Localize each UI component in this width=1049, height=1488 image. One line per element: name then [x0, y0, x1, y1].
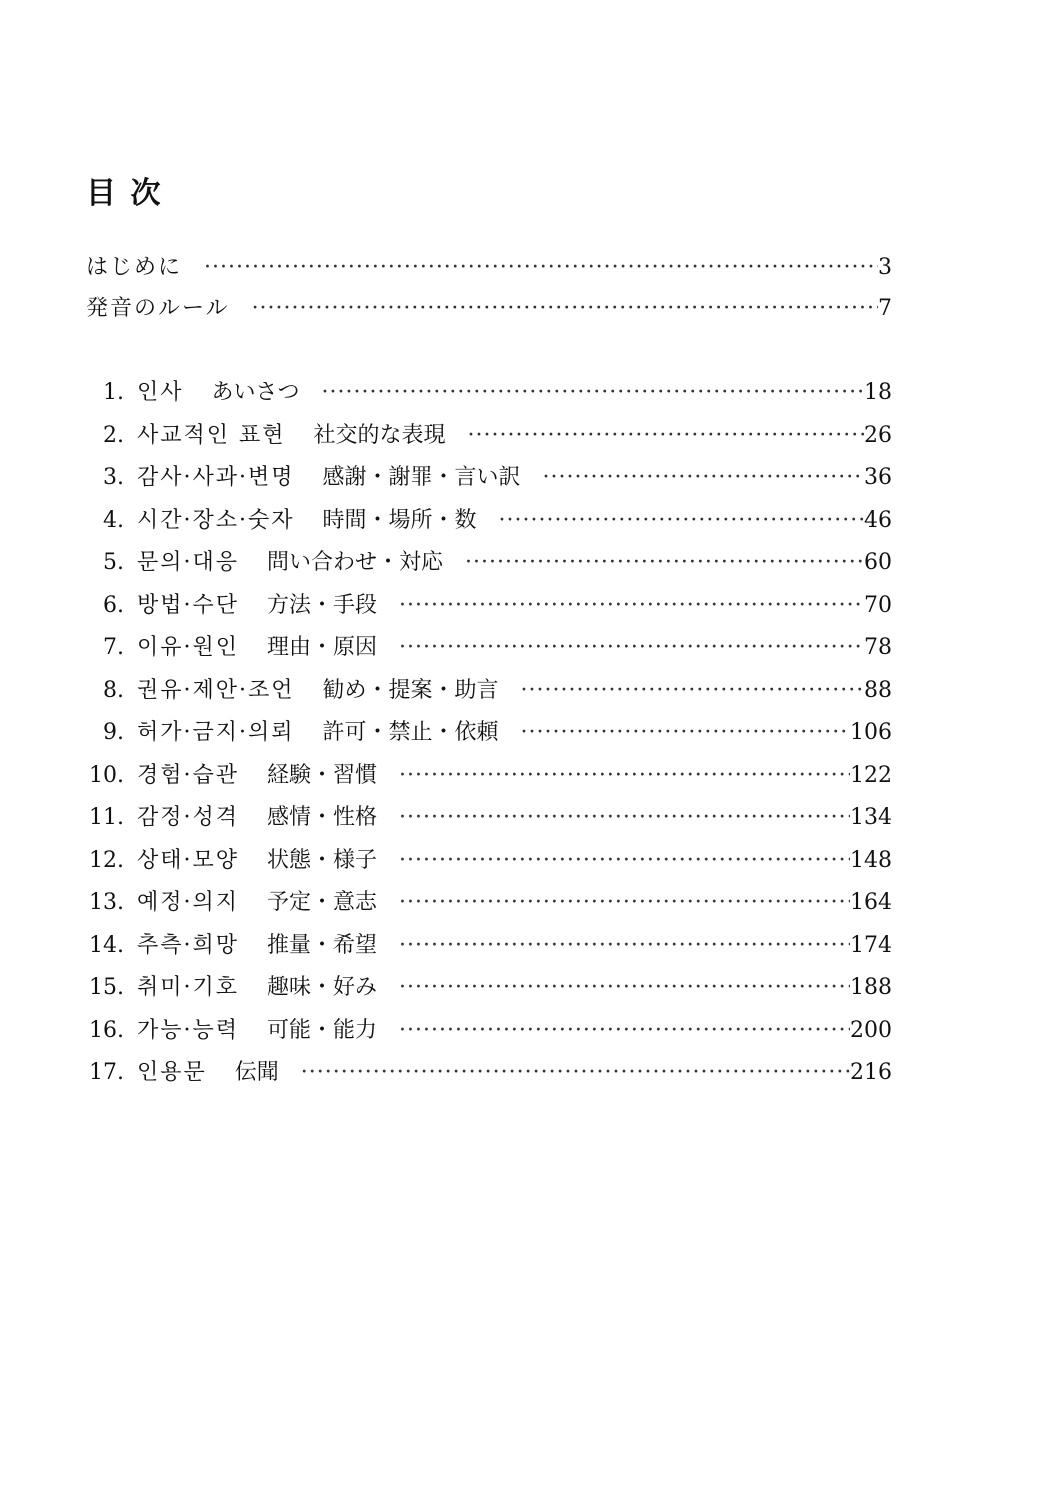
- chapter-title-korean: 허가·금지·의뢰: [137, 720, 295, 745]
- chapter-number: 10.: [89, 762, 124, 788]
- toc-page-number: 200: [850, 1017, 892, 1043]
- toc-page-number: 60: [864, 550, 892, 575]
- toc-chapter-entry[interactable]: [86, 588, 892, 631]
- toc-page-number: 18: [864, 380, 892, 405]
- toc-page-number: 3: [878, 255, 892, 280]
- toc-chapter-entry[interactable]: [86, 970, 892, 1013]
- chapter-title-korean: 취미·기호: [137, 975, 240, 1000]
- toc-chapter-entry[interactable]: [86, 1013, 892, 1056]
- chapter-title-korean: 사교적인 표현: [137, 422, 286, 448]
- toc-chapter-entry[interactable]: [86, 928, 892, 971]
- dot-leader: [399, 848, 850, 873]
- front-matter-list: [86, 250, 892, 332]
- toc-chapter-entry[interactable]: [86, 375, 892, 418]
- chapter-title-korean: 권유·제안·조언: [137, 677, 295, 703]
- chapter-title-japanese: 趣味・好み: [267, 975, 378, 1000]
- chapter-title-japanese: 社交的な表現: [313, 422, 446, 448]
- dot-leader: [543, 465, 864, 490]
- toc-chapter-entry[interactable]: [86, 630, 892, 673]
- toc-page-number: 122: [850, 762, 892, 788]
- toc-page-number: 26: [864, 422, 892, 448]
- chapter-number: 13.: [89, 890, 124, 915]
- dot-leader: [399, 593, 864, 618]
- chapter-number: 1.: [103, 380, 124, 405]
- dot-leader: [399, 890, 850, 915]
- chapter-title-korean: 문의·대응: [137, 550, 240, 575]
- toc-chapter-entry[interactable]: [86, 460, 892, 503]
- chapter-number: 7.: [103, 635, 124, 660]
- chapter-title-korean: 시간·장소·숫자: [137, 507, 295, 533]
- dot-leader: [204, 255, 878, 280]
- chapter-title-korean: 인사: [137, 380, 184, 405]
- chapter-number: 8.: [103, 677, 124, 703]
- chapter-title-korean: 가능·능력: [137, 1017, 240, 1043]
- chapter-title-japanese: 理由・原因: [267, 635, 378, 660]
- toc-page-number: 106: [850, 720, 892, 745]
- chapter-number: 4.: [103, 507, 124, 533]
- toc-page-number: 46: [864, 507, 892, 533]
- chapter-number: 2.: [103, 422, 124, 448]
- toc-page-number: 70: [864, 592, 892, 618]
- dot-leader: [499, 508, 864, 533]
- chapter-number: 12.: [89, 847, 124, 873]
- toc-chapter-entry[interactable]: [86, 758, 892, 801]
- chapter-title-japanese: 方法・手段: [267, 592, 378, 618]
- chapter-title-korean: 예정·의지: [137, 890, 240, 915]
- toc-page-number: 7: [878, 296, 892, 321]
- dot-leader: [399, 975, 850, 1000]
- toc-page-number: 188: [850, 975, 892, 1000]
- toc-page-number: 36: [864, 465, 892, 490]
- dot-leader: [521, 720, 850, 745]
- chapter-number: 5.: [103, 550, 124, 575]
- chapter-title-japanese: 許可・禁止・依頼: [322, 720, 499, 745]
- chapter-title-korean: 감사·사과·변명: [137, 465, 295, 490]
- chapter-title-korean: 추측·희망: [137, 932, 240, 958]
- chapter-title-japanese: 推量・希望: [267, 932, 378, 958]
- chapter-title-korean: 이유·원인: [137, 635, 240, 660]
- toc-page-number: 164: [850, 890, 892, 915]
- dot-leader: [468, 423, 864, 448]
- dot-leader: [399, 1018, 850, 1043]
- chapter-number: 11.: [89, 805, 124, 830]
- chapter-title-japanese: あいさつ: [211, 380, 300, 405]
- toc-chapter-entry[interactable]: [86, 1055, 892, 1098]
- toc-chapter-entry[interactable]: [86, 545, 892, 588]
- chapter-title-japanese: 時間・場所・数: [322, 507, 477, 533]
- chapter-title-japanese: 経験・習慣: [267, 762, 378, 788]
- chapter-title-japanese: 感情・性格: [267, 805, 378, 830]
- toc-page-number: 148: [850, 847, 892, 873]
- chapter-title-japanese: 問い合わせ・対応: [267, 550, 444, 575]
- dot-leader: [399, 805, 850, 830]
- chapter-title-japanese: 伝聞: [234, 1060, 279, 1085]
- dot-leader: [252, 296, 878, 321]
- dot-leader: [521, 678, 864, 703]
- toc-chapter-entry[interactable]: [86, 800, 892, 843]
- chapter-title-korean: 감정·성격: [137, 805, 240, 830]
- chapter-title-japanese: 予定・意志: [267, 890, 378, 915]
- toc-page-number: 88: [864, 677, 892, 703]
- toc-entry-label: はじめに: [86, 255, 183, 280]
- toc-page-number: 216: [850, 1060, 892, 1085]
- chapter-title-korean: 상태·모양: [137, 847, 240, 873]
- toc-chapter-entry[interactable]: [86, 843, 892, 886]
- chapter-title-korean: 경험·습관: [137, 762, 240, 788]
- chapter-number: 14.: [89, 932, 124, 958]
- chapter-number: 9.: [103, 720, 124, 745]
- toc-entry-introduction[interactable]: [86, 250, 892, 291]
- dot-leader: [399, 763, 850, 788]
- toc-page-number: 174: [850, 932, 892, 958]
- toc-entry-pronunciation-rules[interactable]: [86, 291, 892, 332]
- chapter-title-japanese: 感謝・謝罪・言い訳: [322, 465, 521, 490]
- chapter-title-korean: 인용문: [137, 1060, 207, 1085]
- dot-leader: [399, 933, 850, 958]
- chapter-title-japanese: 可能・能力: [267, 1017, 378, 1043]
- toc-chapter-entry[interactable]: [86, 885, 892, 928]
- toc-entry-label: 発音のルール: [86, 296, 230, 321]
- page-title: 目 次: [86, 176, 163, 211]
- chapter-number: 17.: [89, 1060, 124, 1085]
- chapter-number: 15.: [89, 975, 124, 1000]
- toc-page-number: 134: [850, 805, 892, 830]
- chapter-number: 16.: [89, 1017, 124, 1043]
- toc-page-number: 78: [864, 635, 892, 660]
- dot-leader: [465, 550, 864, 575]
- dot-leader: [301, 1060, 850, 1085]
- toc-chapter-entry[interactable]: [86, 715, 892, 758]
- chapter-list: [86, 375, 892, 1098]
- chapter-title-japanese: 勧め・提案・助言: [322, 677, 499, 703]
- toc-chapter-entry[interactable]: [86, 503, 892, 546]
- chapter-number: 3.: [103, 465, 124, 490]
- chapter-number: 6.: [103, 592, 124, 618]
- chapter-title-korean: 방법·수단: [137, 592, 240, 618]
- chapter-title-japanese: 状態・様子: [267, 847, 378, 873]
- dot-leader: [322, 380, 864, 405]
- toc-chapter-entry[interactable]: [86, 418, 892, 461]
- toc-chapter-entry[interactable]: [86, 673, 892, 716]
- dot-leader: [399, 635, 864, 660]
